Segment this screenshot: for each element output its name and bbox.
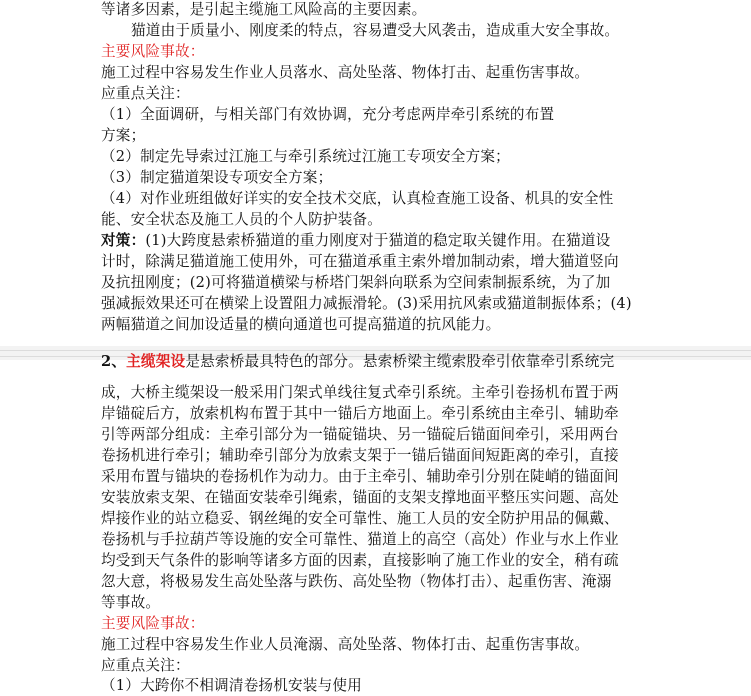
attention-item: 能、安全状态及施工人员的个人防护装备。	[101, 211, 383, 228]
risk-text: 施工过程中容易发生作业人员落水、高处坠落、物体打击、起重伤害事故。	[101, 64, 590, 81]
attention-heading: 应重点关注：	[101, 85, 190, 102]
intro-line: 等诸多因素，是引起主缆施工风险高的主要因素。	[101, 1, 427, 18]
risk-heading: 主要风险事故：	[101, 615, 205, 632]
measures-line	[101, 231, 741, 251]
measures-line: 两幅猫道之间加设适量的横向通道也可提高猫道的抗风能力。	[101, 316, 501, 333]
body-line: 等事故。	[101, 594, 161, 611]
body-line: 安装放索支架、在锚面安装牵引绳索，锚面的支架支撑地面平整压实问题、高处	[101, 489, 619, 506]
measures-line: 计时，除满足猫道施工使用外，可在猫道承重主索外增加制动索，增大猫道竖向	[101, 253, 619, 270]
measures-text: (1)大跨度悬索桥猫道的重力刚度对于猫道的稳定取关键作用。在猫道设	[145, 232, 611, 249]
body-line: 焊接作业的站立稳妥、钢丝绳的安全可靠性、施工人员的安全防护用品的佩戴、	[101, 510, 619, 527]
measures-line: 及抗扭刚度；(2)可将猫道横梁与桥塔门架斜向联系为空间索制振系统，为了加	[101, 274, 611, 291]
body-line: 忽大意，将极易发生高处坠落与跌伤、高处坠物（物体打击）、起重伤害、淹溺	[101, 573, 612, 590]
attention-item: （3）制定猫道架设专项安全方案；	[101, 169, 333, 186]
section-number: 2、	[101, 353, 127, 370]
body-line: 引等两部分组成：主牵引部分为一锚碇锚块、另一锚碇后锚面间牵引，采用两台	[101, 426, 619, 443]
risk-text: 施工过程中容易发生作业人员淹溺、高处坠落、物体打击、起重伤害事故。	[101, 636, 590, 653]
risk-heading: 主要风险事故：	[101, 43, 205, 60]
body-line: 均受到天气条件的影响等诸多方面的因素，直接影响了施工作业的安全，稍有疏	[101, 552, 619, 569]
attention-item: 方案；	[101, 127, 146, 144]
section-title: 主缆架设	[126, 353, 186, 370]
attention-item: （2）制定先导索过江施工与牵引系统过江施工专项安全方案；	[101, 148, 510, 165]
attention-item: （1）全面调研，与相关部门有效协调，充分考虑两岸牵引系统的布置	[101, 106, 555, 123]
body-line: 采用布置与锚块的卷扬机作为动力。由于主牵引、辅助牵引分别在陡峭的锚面间	[101, 468, 619, 485]
body-line: 岸锚碇后方，放索机构布置于其中一锚后方地面上。牵引系统由主牵引、辅助牵	[101, 405, 619, 422]
attention-item-cut: （1）大跨你不相调清卷扬机安装与使用	[101, 677, 362, 694]
measures-line: 强减振效果还可在横梁上设置阻力减振滑轮。(3)采用抗风索或猫道制振体系；(4)	[101, 295, 632, 312]
attention-heading: 应重点关注：	[101, 657, 190, 674]
attention-item: （4）对作业班组做好详实的安全技术交底，认真检查施工设备、机具的安全性	[101, 190, 614, 207]
catwalk-paragraph: 猫道由于质量小、刚度柔的特点，容易遭受大风袭击，造成重大安全事故。	[131, 22, 620, 39]
section-heading-line	[101, 352, 741, 372]
section-intro: 是悬索桥最具特色的部分。悬索桥梁主缆索股牵引依靠牵引系统完	[185, 353, 615, 370]
measures-label: 对策：	[101, 232, 146, 249]
body-line: 卷扬机进行牵引；辅助牵引部分为放索支架于一锚后锚面间短距离的牵引，直接	[101, 447, 619, 464]
body-line: 成，大桥主缆架设一般采用门架式单线往复式牵引系统。主牵引卷扬机布置于两	[101, 384, 619, 401]
body-line: 卷扬机与手拉葫芦等设施的安全可靠性、猫道上的高空（高处）作业与水上作业	[101, 531, 619, 548]
